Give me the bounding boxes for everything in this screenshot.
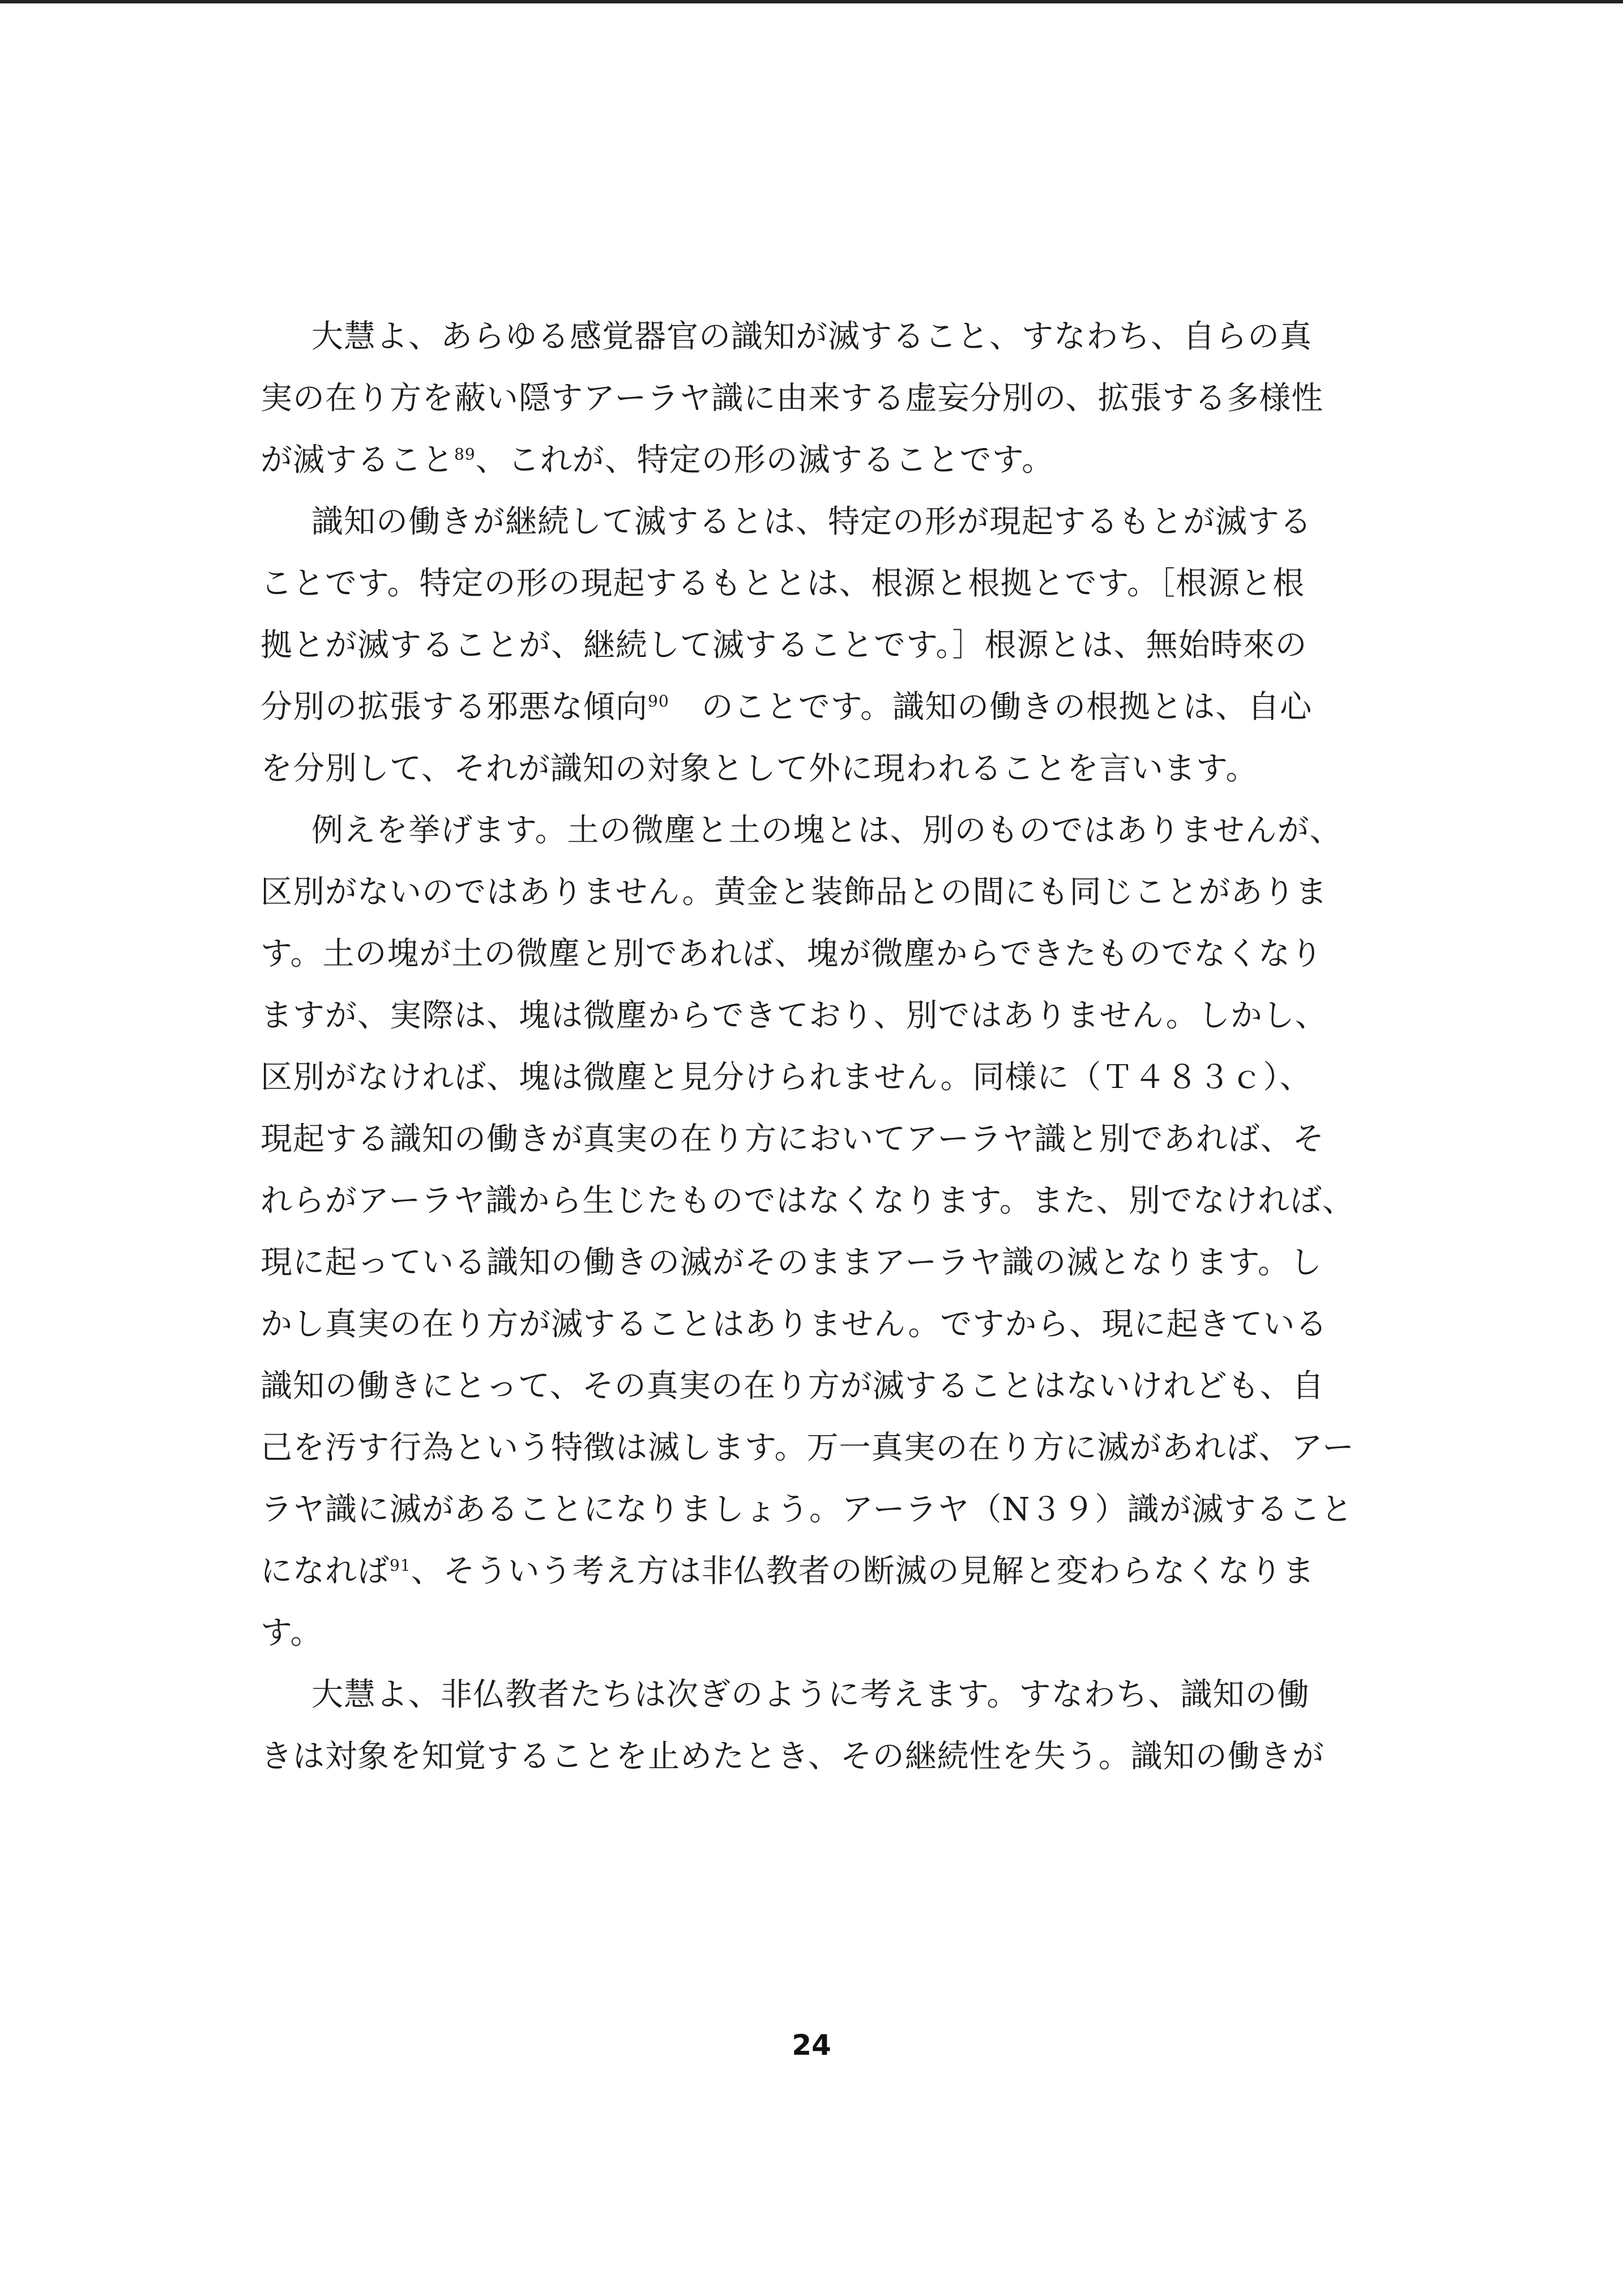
paragraph-3 — [260, 800, 1355, 1664]
text-line: ことです。特定の形の現起するもととは、根源と根拠とです。［根源と根 — [260, 565, 1305, 602]
text-line: 大慧よ、あらゆる感覚器官の識知が滅すること、すなわち、自らの真 — [311, 318, 1312, 355]
text-line: ラヤ識に滅があることになりましょう。アーラヤ（N３９）識が滅すること — [260, 1491, 1353, 1528]
text-line: ますが、実際は、塊は微塵からできており、別ではありません。しかし、 — [260, 997, 1327, 1034]
text-run: 、そういう考え方は非仏教者の断滅の見解と変わらなくなりま — [411, 1553, 1315, 1590]
text-line: かし真実の在り方が滅することはありません。ですから、現に起きている — [260, 1306, 1328, 1343]
text-line: 現に起っている識知の働きの滅がそのままアーラヤ識の滅となります。し — [260, 1244, 1322, 1281]
footnote-marker[interactable]: 89 — [454, 445, 476, 464]
text-line: きは対象を知覚することを止めたとき、その継続性を失う。識知の働きが — [260, 1738, 1325, 1775]
text-line: す。 — [260, 1615, 323, 1651]
text-line: 実の在り方を蔽い隠すアーラヤ識に由来する虚妄分別の、拡張する多様性 — [260, 380, 1324, 417]
text-line: 現起する識知の働きが真実の在り方においてアーラヤ識と別であれば、そ — [260, 1121, 1325, 1158]
top-border-rule — [0, 0, 1623, 3]
text-line: 己を汚す行為という特徴は滅します。万一真実の在り方に滅があれば、アー — [260, 1429, 1355, 1466]
text-line — [260, 429, 1314, 491]
text-run: 、これが、特定の形の滅することです。 — [475, 442, 1054, 479]
text-line: 例えを挙げます。土の微塵と土の塊とは、別のものではありませんが、 — [311, 812, 1342, 849]
text-line — [260, 1540, 1314, 1602]
text-line — [260, 676, 1314, 738]
footnote-marker[interactable]: 90 — [648, 692, 669, 711]
text-line: 識知の働きにとって、その真実の在り方が滅することはないけれども、自 — [260, 1368, 1325, 1405]
text-line: れらがアーラヤ識から生じたものではなくなります。また、別でなければ、 — [260, 1183, 1355, 1219]
page-number: 24 — [792, 2029, 831, 2062]
paragraph-1 — [260, 306, 1324, 491]
text-line: す。土の塊が土の微塵と別であれば、塊が微塵からできたものでなくなり — [260, 936, 1323, 972]
text-run: 分別の拡張する邪悪な傾向 — [260, 689, 648, 725]
text-run: のことです。識知の働きの根拠とは、自心 — [669, 689, 1313, 725]
paragraph-4 — [260, 1664, 1325, 1787]
paragraph-2 — [260, 491, 1314, 800]
text-line: 大慧よ、非仏教者たちは次ぎのように考えます。すなわち、識知の働 — [311, 1676, 1310, 1713]
text-run: が滅すること — [260, 442, 454, 479]
footnote-marker[interactable]: 91 — [390, 1556, 411, 1575]
text-line: を分別して、それが識知の対象として外に現われることを言います。 — [260, 750, 1258, 787]
text-line: 拠とが滅することが、継続して滅することです。］根源とは、無始時來の — [260, 627, 1308, 664]
text-line: 区別がないのではありません。黄金と装飾品との間にも同じことがありま — [260, 874, 1328, 911]
text-line: 識知の働きが継続して滅するとは、特定の形が現起するもとが滅する — [311, 503, 1312, 540]
document-body — [260, 306, 1355, 1787]
text-run: になれば — [260, 1553, 390, 1590]
text-line: 区別がなければ、塊は微塵と見分けられません。同様に（Ｔ４８３ｃ）、 — [260, 1059, 1312, 1096]
